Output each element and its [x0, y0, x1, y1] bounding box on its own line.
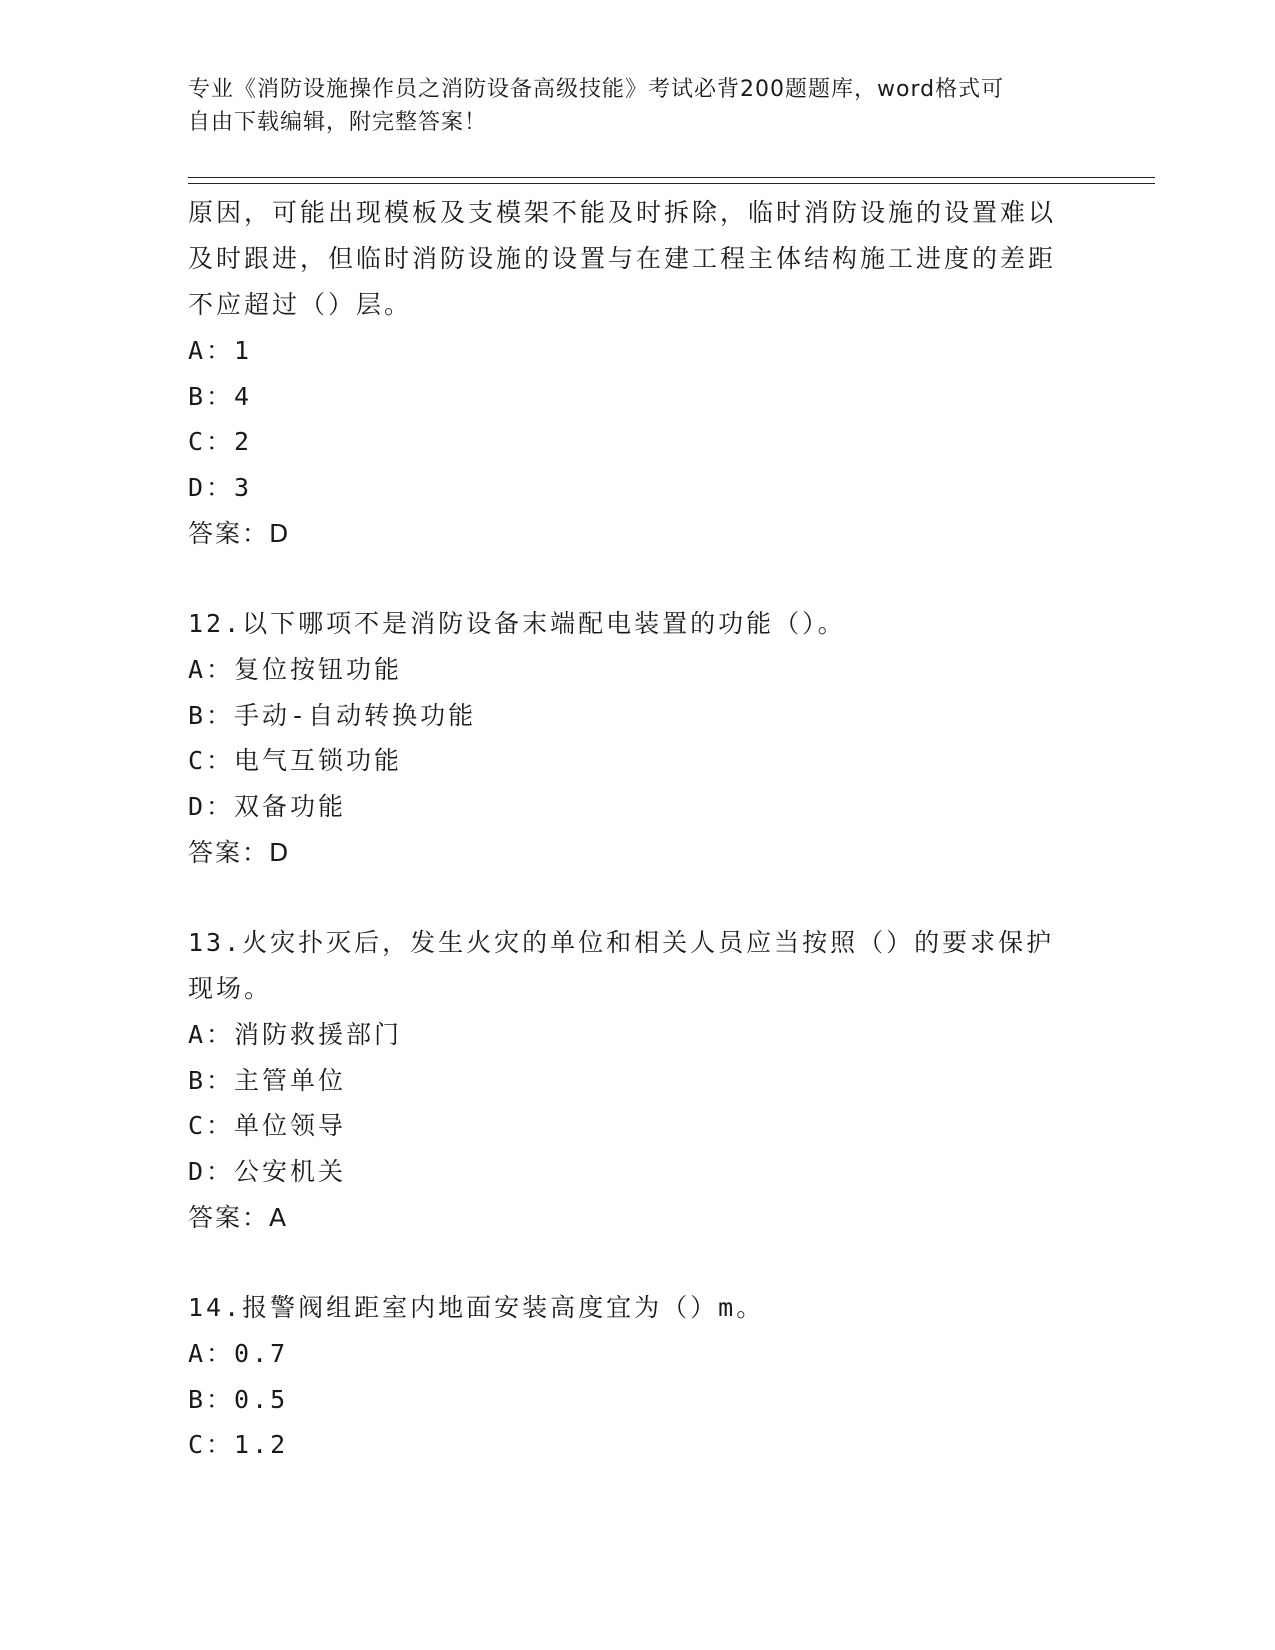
- question-text: 14.报警阀组距室内地面安装高度宜为（）m。: [188, 1293, 765, 1322]
- question-14: [188, 1285, 1068, 1468]
- question-11: [188, 190, 1068, 557]
- option-b: B：主管单位: [188, 1065, 347, 1095]
- header-divider-bottom: [188, 183, 1155, 184]
- question-text: 原因，可能出现模板及支模架不能及时拆除，临时消防设施的设置难以及时跟进，但临时消防设施的设置与在建工程主体结构施工进度的差距不应超过（）层。: [188, 198, 1057, 319]
- option-a: A：复位按钮功能: [188, 655, 403, 684]
- question-list: [188, 190, 1068, 1512]
- option-c: C：2: [188, 427, 253, 456]
- option-d: D：3: [188, 472, 253, 502]
- option-a: A：消防救援部门: [188, 1020, 403, 1049]
- option-c: C：1.2: [188, 1430, 289, 1459]
- question-text: 13.火灾扑灭后，发生火灾的单位和相关人员应当按照（）的要求保护现场。: [188, 928, 1055, 1003]
- question-text: 12.以下哪项不是消防设备末端配电装置的功能（）。: [188, 609, 846, 638]
- document-header: [188, 73, 1068, 139]
- option-a: A：1: [188, 336, 253, 365]
- answer-line: 答案：D: [188, 519, 291, 548]
- header-line-1: 专业《消防设施操作员之消防设备高级技能》考试必背200题题库，word格式可: [188, 77, 1005, 102]
- option-b: B：手动-自动转换功能: [188, 700, 477, 730]
- option-b: B：4: [188, 381, 253, 411]
- header-line-2: 自由下载编辑，附完整答案！: [188, 110, 488, 135]
- answer-line: 答案：D: [188, 838, 291, 867]
- question-13: [188, 920, 1068, 1241]
- question-12: [188, 601, 1068, 876]
- option-d: D：双备功能: [188, 791, 347, 821]
- answer-line: 答案：A: [188, 1203, 289, 1232]
- option-a: A：0.7: [188, 1339, 289, 1368]
- option-b: B：0.5: [188, 1384, 289, 1414]
- option-d: D：公安机关: [188, 1156, 347, 1186]
- option-c: C：单位领导: [188, 1111, 347, 1140]
- header-divider-top: [188, 177, 1155, 178]
- option-c: C：电气互锁功能: [188, 746, 403, 775]
